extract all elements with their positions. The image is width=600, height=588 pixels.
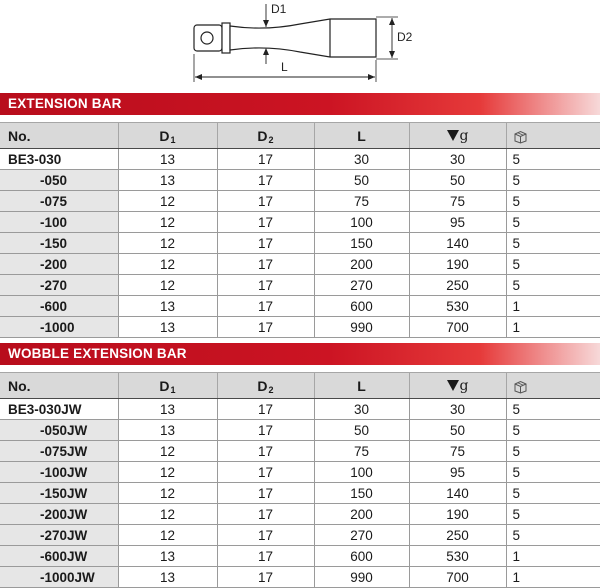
product-number-text: -600 bbox=[40, 298, 68, 314]
length-value: 50 bbox=[314, 420, 409, 441]
quantity-value: 5 bbox=[506, 504, 600, 525]
length-value: 270 bbox=[314, 525, 409, 546]
detent-hole bbox=[201, 32, 213, 44]
product-number bbox=[0, 504, 118, 525]
quantity-value: 5 bbox=[506, 420, 600, 441]
d2-value: 17 bbox=[217, 212, 314, 233]
length-value: 200 bbox=[314, 504, 409, 525]
d1-value: 12 bbox=[118, 504, 217, 525]
column-subscript: 1 bbox=[170, 384, 176, 395]
weight-value: 700 bbox=[409, 317, 506, 338]
length-value: 30 bbox=[314, 399, 409, 420]
product-number bbox=[0, 317, 118, 338]
d2-value: 17 bbox=[217, 296, 314, 317]
d1-value: 12 bbox=[118, 525, 217, 546]
product-number bbox=[0, 546, 118, 567]
d1-value: 12 bbox=[118, 212, 217, 233]
quantity-value: 5 bbox=[506, 170, 600, 191]
column-subscript: 1 bbox=[170, 134, 176, 145]
product-number-text: -100JW bbox=[40, 464, 88, 480]
header-row bbox=[0, 123, 600, 149]
length-value: 100 bbox=[314, 462, 409, 483]
d1-value: 13 bbox=[118, 420, 217, 441]
d2-value: 17 bbox=[217, 462, 314, 483]
quantity-value: 1 bbox=[506, 317, 600, 338]
product-number bbox=[0, 212, 118, 233]
table-row bbox=[0, 504, 600, 525]
length-value: 270 bbox=[314, 275, 409, 296]
column-no bbox=[0, 373, 118, 399]
quantity-value: 5 bbox=[506, 149, 600, 170]
weight-value: 95 bbox=[409, 462, 506, 483]
quantity-value: 5 bbox=[506, 191, 600, 212]
section-header-wobble-extension-bar bbox=[0, 343, 600, 365]
weight-value: 30 bbox=[409, 399, 506, 420]
quantity-value: 5 bbox=[506, 399, 600, 420]
d1-value: 12 bbox=[118, 254, 217, 275]
product-number-text: BE3-030JW bbox=[8, 401, 82, 417]
product-number bbox=[0, 191, 118, 212]
package-box-icon bbox=[513, 130, 528, 144]
product-number bbox=[0, 399, 118, 420]
product-number-text: -075 bbox=[40, 193, 68, 209]
column-weight bbox=[409, 123, 506, 149]
product-number bbox=[0, 483, 118, 504]
product-number bbox=[0, 567, 118, 588]
product-number-text: -100 bbox=[40, 214, 68, 230]
table-row bbox=[0, 212, 600, 233]
weight-value: 190 bbox=[409, 254, 506, 275]
length-value: 75 bbox=[314, 441, 409, 462]
d2-value: 17 bbox=[217, 567, 314, 588]
quantity-value: 5 bbox=[506, 233, 600, 254]
weight-triangle-icon bbox=[447, 380, 459, 391]
length-value: 990 bbox=[314, 317, 409, 338]
d2-value: 17 bbox=[217, 170, 314, 191]
product-number-text: -270JW bbox=[40, 527, 88, 543]
product-number bbox=[0, 441, 118, 462]
table-row bbox=[0, 275, 600, 296]
collar bbox=[222, 23, 230, 53]
weight-value: 140 bbox=[409, 483, 506, 504]
length-value: 100 bbox=[314, 212, 409, 233]
table-row bbox=[0, 149, 600, 170]
column-d1 bbox=[118, 123, 217, 149]
table-row bbox=[0, 462, 600, 483]
quantity-value: 1 bbox=[506, 296, 600, 317]
weight-value: 75 bbox=[409, 441, 506, 462]
weight-value: 250 bbox=[409, 275, 506, 296]
header-row bbox=[0, 373, 600, 399]
product-number-text: -270 bbox=[40, 277, 68, 293]
d2-value: 17 bbox=[217, 441, 314, 462]
column-length bbox=[314, 123, 409, 149]
table-row bbox=[0, 317, 600, 338]
d1-value: 12 bbox=[118, 483, 217, 504]
length-value: 990 bbox=[314, 567, 409, 588]
weight-value: 530 bbox=[409, 546, 506, 567]
d2-value: 17 bbox=[217, 275, 314, 296]
table-row bbox=[0, 567, 600, 588]
d2-value: 17 bbox=[217, 191, 314, 212]
d2-value: 17 bbox=[217, 546, 314, 567]
weight-unit-label: g bbox=[459, 128, 469, 144]
section-title: WOBBLE EXTENSION BAR bbox=[8, 346, 187, 361]
length-value: 150 bbox=[314, 233, 409, 254]
product-number-text: -600JW bbox=[40, 548, 88, 564]
d1-value: 13 bbox=[118, 546, 217, 567]
column-subscript: 2 bbox=[268, 134, 274, 145]
d1-value: 13 bbox=[118, 567, 217, 588]
weight-unit-label: g bbox=[459, 378, 469, 394]
column-d2 bbox=[217, 123, 314, 149]
d1-value: 12 bbox=[118, 191, 217, 212]
column-quantity bbox=[506, 373, 600, 399]
length-value: 600 bbox=[314, 546, 409, 567]
product-number bbox=[0, 525, 118, 546]
section-header-extension-bar bbox=[0, 93, 600, 115]
d1-value: 12 bbox=[118, 441, 217, 462]
d1-value: 12 bbox=[118, 462, 217, 483]
table-row bbox=[0, 420, 600, 441]
spec-table-extension-bar bbox=[0, 122, 600, 338]
length-value: 150 bbox=[314, 483, 409, 504]
length-value: 75 bbox=[314, 191, 409, 212]
weight-value: 50 bbox=[409, 420, 506, 441]
column-subscript: 2 bbox=[268, 384, 274, 395]
length-value: 600 bbox=[314, 296, 409, 317]
product-number-text: -050JW bbox=[40, 422, 88, 438]
d1-value: 12 bbox=[118, 233, 217, 254]
weight-value: 95 bbox=[409, 212, 506, 233]
length-value: 30 bbox=[314, 149, 409, 170]
column-length bbox=[314, 373, 409, 399]
column-label: D bbox=[159, 377, 170, 394]
d2-value: 17 bbox=[217, 504, 314, 525]
weight-value: 190 bbox=[409, 504, 506, 525]
column-d1 bbox=[118, 373, 217, 399]
quantity-value: 1 bbox=[506, 567, 600, 588]
length-value: 200 bbox=[314, 254, 409, 275]
product-number-text: BE3-030 bbox=[8, 151, 62, 167]
d2-value: 17 bbox=[217, 420, 314, 441]
section-title: EXTENSION BAR bbox=[8, 96, 122, 111]
weight-value: 140 bbox=[409, 233, 506, 254]
column-label: D bbox=[257, 377, 268, 394]
product-number-text: -150 bbox=[40, 235, 68, 251]
table-row bbox=[0, 191, 600, 212]
d1-value: 13 bbox=[118, 399, 217, 420]
table-row bbox=[0, 170, 600, 191]
d2-label: D2 bbox=[397, 30, 413, 44]
quantity-value: 5 bbox=[506, 525, 600, 546]
product-number-text: -200JW bbox=[40, 506, 88, 522]
extension-bar-drawing bbox=[0, 0, 600, 86]
quantity-value: 1 bbox=[506, 546, 600, 567]
column-label: D bbox=[159, 127, 170, 144]
table-row bbox=[0, 254, 600, 275]
table-row bbox=[0, 233, 600, 254]
product-number bbox=[0, 420, 118, 441]
length-label: L bbox=[281, 60, 288, 74]
quantity-value: 5 bbox=[506, 275, 600, 296]
product-number-text: -200 bbox=[40, 256, 68, 272]
weight-value: 30 bbox=[409, 149, 506, 170]
product-number-text: -1000 bbox=[40, 319, 75, 335]
product-number-text: -050 bbox=[40, 172, 68, 188]
d1-value: 13 bbox=[118, 296, 217, 317]
table-row bbox=[0, 399, 600, 420]
spec-table-wobble-extension-bar bbox=[0, 372, 600, 588]
bar-shaft bbox=[230, 19, 376, 57]
product-number bbox=[0, 296, 118, 317]
column-label: No. bbox=[8, 377, 31, 394]
product-number-text: -1000JW bbox=[40, 569, 95, 585]
d2-value: 17 bbox=[217, 233, 314, 254]
table-row bbox=[0, 441, 600, 462]
product-number-text: -075JW bbox=[40, 443, 88, 459]
quantity-value: 5 bbox=[506, 254, 600, 275]
column-label: L bbox=[357, 377, 366, 394]
weight-value: 530 bbox=[409, 296, 506, 317]
column-d2 bbox=[217, 373, 314, 399]
weight-value: 50 bbox=[409, 170, 506, 191]
length-value: 50 bbox=[314, 170, 409, 191]
d2-value: 17 bbox=[217, 399, 314, 420]
table-row bbox=[0, 546, 600, 567]
weight-value: 75 bbox=[409, 191, 506, 212]
table-row bbox=[0, 525, 600, 546]
column-label: D bbox=[257, 127, 268, 144]
package-box-icon bbox=[513, 380, 528, 394]
quantity-value: 5 bbox=[506, 441, 600, 462]
column-quantity bbox=[506, 123, 600, 149]
quantity-value: 5 bbox=[506, 483, 600, 504]
d2-value: 17 bbox=[217, 317, 314, 338]
d1-value: 13 bbox=[118, 317, 217, 338]
column-label: L bbox=[357, 127, 366, 144]
column-weight bbox=[409, 373, 506, 399]
d2-value: 17 bbox=[217, 525, 314, 546]
product-number bbox=[0, 254, 118, 275]
table-row bbox=[0, 296, 600, 317]
column-no bbox=[0, 123, 118, 149]
column-label: No. bbox=[8, 127, 31, 144]
weight-value: 700 bbox=[409, 567, 506, 588]
product-number bbox=[0, 275, 118, 296]
d1-value: 13 bbox=[118, 170, 217, 191]
d2-value: 17 bbox=[217, 149, 314, 170]
d2-value: 17 bbox=[217, 483, 314, 504]
d1-value: 12 bbox=[118, 275, 217, 296]
table-row bbox=[0, 483, 600, 504]
product-number bbox=[0, 149, 118, 170]
product-number bbox=[0, 170, 118, 191]
product-number-text: -150JW bbox=[40, 485, 88, 501]
quantity-value: 5 bbox=[506, 462, 600, 483]
d1-label: D1 bbox=[271, 2, 287, 16]
d1-value: 13 bbox=[118, 149, 217, 170]
product-number bbox=[0, 462, 118, 483]
product-number bbox=[0, 233, 118, 254]
weight-triangle-icon bbox=[447, 130, 459, 141]
quantity-value: 5 bbox=[506, 212, 600, 233]
d2-value: 17 bbox=[217, 254, 314, 275]
weight-value: 250 bbox=[409, 525, 506, 546]
